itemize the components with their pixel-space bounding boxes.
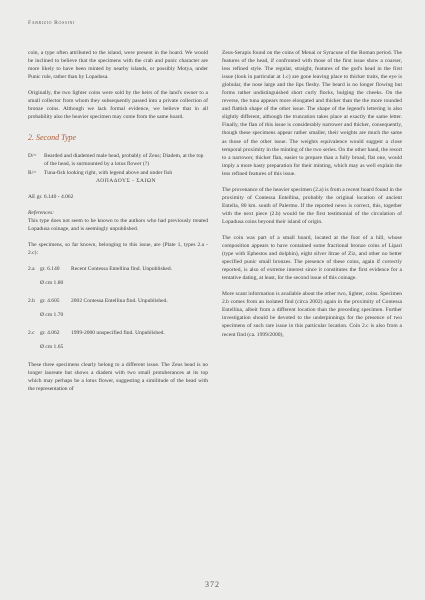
paragraph: Originally, the two lighter coins were sold by the heirs of the land's owner to a small collector from whom they subsequently passed into a private collection of bronze coins. Although we lack formal evidence, we believe that in all probability also the heavier specimen may come from the same hoard. — [28, 90, 208, 121]
section-title: 2. Second Type — [28, 133, 77, 143]
right-column — [222, 49, 402, 347]
paragraph: The provenance of the heavier specimen (2.a) is from a recent hoard found in the proximity of Contessa Entellina, probably the original location of ancient Entella, 80 km. south of Palermo. If the reported news is correct, this, together with the next piece (2.b) would be the first testimonial of the circulation of Lopadusa coins beyond their island of origin. — [222, 186, 402, 225]
specimen-entry — [28, 297, 208, 319]
paragraph: This type does not seem to be known to the authors who had previously treated Lopadusa coinage, and is seemingly unpublished. — [28, 217, 208, 232]
specimen-weight: gr. 4.605 — [40, 297, 60, 304]
ae-line: AE gr. 6.140 - 4.062 — [28, 193, 74, 200]
specimen-entry — [28, 265, 208, 287]
specimen-description: Recent Contessa Entellina find. Unpublished. — [71, 265, 173, 272]
specimen-number: 2.a — [28, 265, 35, 272]
specimen-weight: gr. 4.062 — [40, 330, 60, 337]
page-number: 372 — [205, 580, 220, 589]
paragraph: More scant information is available about the other two, lighter, coins. Specimen 2.b comes from an isolated find (circa 2002) again in the proximity of Contessa Entellina, albeit from a different location than the preceding specimen. Further investigation should be devoted to the underpinnings for the presence of two specimens of such rare issue in this particular location. Coin 2.c is also from a recent find (ca. 1999/2000), — [222, 291, 402, 338]
reverse-description — [28, 169, 208, 177]
reverse-text: Tuna-fish looking right, with legend above and under fish — [44, 169, 173, 176]
specimen-number: 2.c — [28, 330, 35, 337]
paragraph: The specimens, so far known, belonging to this issue, are (Plate 1, types 2.a - 2.c): — [28, 241, 208, 256]
specimen-entry — [28, 329, 208, 351]
specimen-diameter: Ø cm 1.65 — [40, 344, 64, 351]
paragraph: Zeus-Serapis found on the coins of Menai or Syracuse of the Roman period. The features of the head, if confronted with those of the first issue show a coarser, less refined style. The regular, straight, features of the god's head in the first issue (look in particular at 1.c) are gone leaving place to thicker traits, the eye is globular, the nose large and the lips fleshy. The beard is no longer flowing but forms rather undistinguished short curly flocks, bulging the cheeks. On the reverse, the tuna appears more elongated and thicker than the the more rounded and flattish shape of the other issue. The shape of the legend's lettering is also slightly different, although the truncation takes place at exactly the same letter. Finally, the flan of this issue is considerably narrower and thicker, consequently, though these specimens appear rather smaller, their weights are much the same as those of the other issue. The weights equivalence would suggest a close temporal proximity in the minting of the two series. On the other hand, the resort to a narrower, thicker flan, easier to prepare than a fully broad, flat one, would imply a more hasty preparation for their minting, which may as well explain the less refined features of this issue. — [222, 50, 402, 177]
specimen-number: 2.b — [28, 297, 35, 304]
specimen-description: 2002 Contessa Entellina find. Unpublished. — [71, 297, 168, 304]
obverse-key: D/= — [28, 153, 37, 160]
references-title: References: — [28, 209, 54, 216]
paragraph: These three specimens clearly belong to a different issue. The Zeus head is no longer laureate but shows a diadem with two small protuberances at its top which may perhaps be a lotus flower, suggesting a similitude of the head with the representation of — [28, 362, 208, 393]
paragraph: The coin was part of a small hoard, located at the foot of a hill, whose composition appears to have contained some fractional bronze coins of Lipari (type with Ephestos and dolphin), eight silver litrae of Ziz, and other no better specified punic small bronzes. The presence of these coins, again if correctly reported, is also of extreme interest since it constitutes the first evidence for a tentative dating, at least, for the second issue of this coinage. — [222, 234, 402, 282]
left-column — [28, 49, 208, 401]
specimen-weight: gr. 6.140 — [40, 265, 60, 272]
specimen-diameter: Ø cm 1.80 — [40, 279, 64, 286]
reverse-key: R/= — [28, 169, 37, 176]
obverse-description — [28, 152, 208, 168]
obverse-text: Bearded and diademed male head, probably of Zeus; Diadem, at the top of the head, is surmounted by a lotus flower (?) — [44, 153, 204, 168]
coin-legend: ΛΟΠΑΔΟΥΣ - ΣΑΙΩΝ — [95, 177, 157, 184]
specimen-diameter: Ø cm 1.70 — [40, 312, 64, 319]
specimen-description: 1999-2000 unspecified find. Unpublished. — [71, 330, 165, 337]
running-head: Fabrizio Rossini — [28, 20, 75, 26]
paragraph: coin, a type often attributed to the island, were present in the hoard. We would be inclined to believe that the specimens with the crab and punic character are more likely to have been minted by nearby islands, or possibly Motya, under Punic rule, rather than by Lopadusa. — [28, 50, 208, 81]
